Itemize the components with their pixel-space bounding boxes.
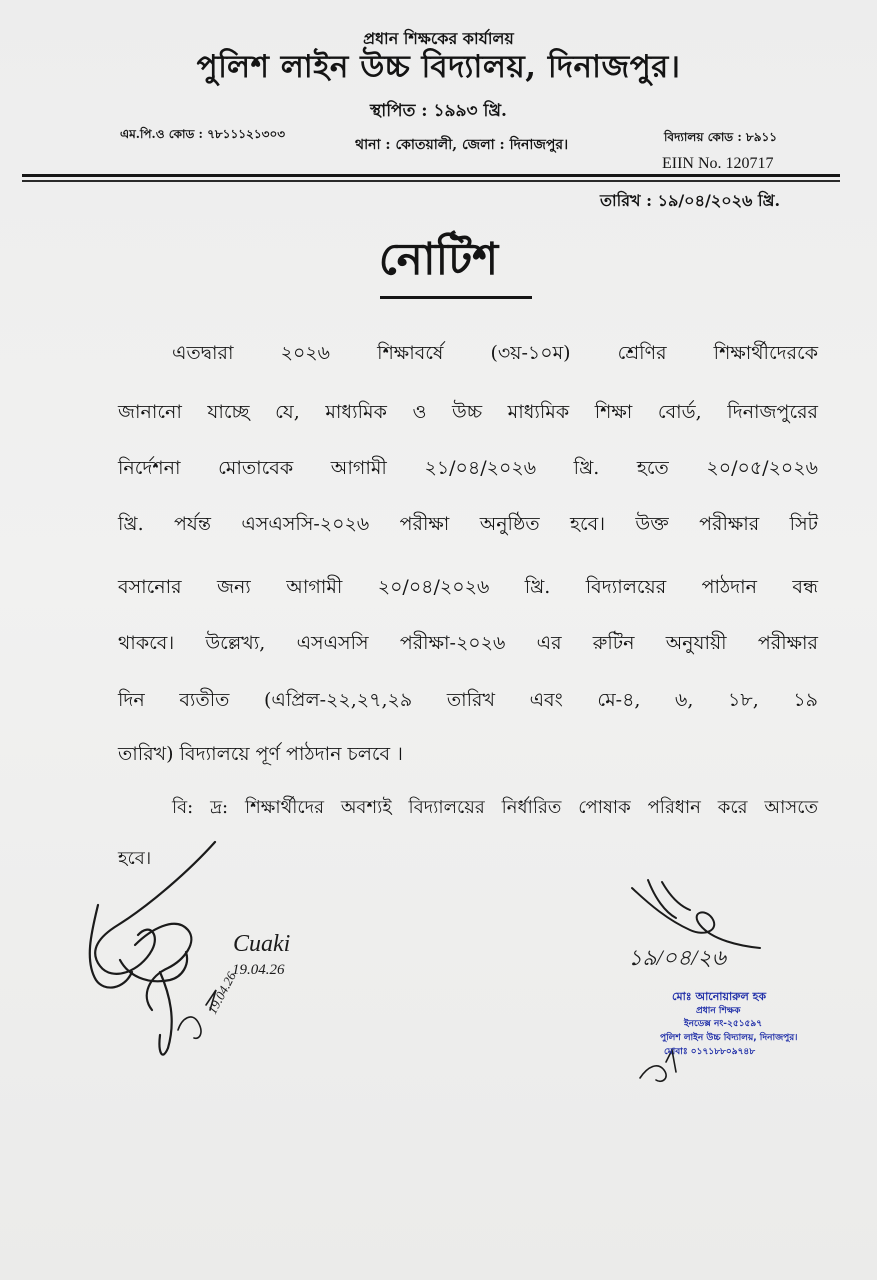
body-line: খ্রি. পর্যন্ত এসএসসি-২০২৬ পরীক্ষা অনুষ্ঠিত হবে। উক্ত পরীক্ষার সিট: [118, 513, 818, 535]
mpo-code: এম.পি.ও কোড : ৭৮১১১২১৩০৩: [120, 127, 286, 141]
body-line: থাকবে। উল্লেখ্য, এসএসসি পরীক্ষা-২০২৬ এর রুটিন অনুযায়ী পরীক্ষার: [118, 632, 818, 654]
office-title: প্রধান শিক্ষকের কার্যালয়: [363, 29, 514, 48]
right-signature: [632, 880, 760, 948]
notice-title: নোটিশ: [378, 234, 499, 285]
body-line: জানানো যাচ্ছে যে, মাধ্যমিক ও উচ্চ মাধ্যমিক শিক্ষা বোর্ড, দিনাজপুরের: [118, 401, 818, 423]
left-initial-signature: Cuaki: [233, 931, 291, 957]
body-line: নির্দেশনা মোতাবেক আগামী ২১/০৪/২০২৬ খ্রি. হতে ২০/০৫/২০২৬: [118, 457, 818, 479]
seal-school: পুলিশ লাইন উচ্চ বিদ্যালয়, দিনাজপুর।: [660, 1033, 798, 1043]
title-underline: [380, 296, 532, 299]
school-code: বিদ্যালয় কোড : ৮৯১১: [664, 130, 778, 144]
header-divider-thick: [22, 174, 840, 177]
seal-designation: প্রধান শিক্ষক: [696, 1006, 741, 1016]
note-line: বি: দ্র: শিক্ষার্থীদের অবশ্যই বিদ্যালয়ের নির্ধারিত পোষাক পরিধান করে আসতে: [172, 797, 818, 818]
established-year: স্থাপিত : ১৯৯৩ খ্রি.: [370, 101, 507, 121]
seal-index-no: ইনডেক্স নং-২৫১৫৯৭: [684, 1019, 763, 1029]
left-signature-date: 19.04.26: [232, 962, 285, 978]
thana-district: থানা : কোতয়ালী, জেলা : দিনাজপুর।: [355, 137, 569, 153]
body-line: এতদ্বারা ২০২৬ শিক্ষাবর্ষে (৩য়-১০ম) শ্রেণির শিক্ষার্থীদেরকে: [172, 342, 818, 364]
note-line: হবে।: [118, 848, 152, 869]
header-divider-thin: [22, 180, 840, 182]
notice-date: তারিখ : ১৯/০৪/২০২৬ খ্রি.: [600, 191, 781, 210]
seal-name: মোঃ আনোয়ারুল হক: [672, 990, 767, 1003]
body-line: দিন ব্যতীত (এপ্রিল-২২,২৭,২৯ তারিখ এবং মে-৪, ৬, ১৮, ১৯: [118, 689, 818, 711]
left-margin-date: 19.04.26: [204, 969, 240, 1017]
eiin-number: EIIN No. 120717: [662, 155, 774, 172]
body-line: তারিখ) বিদ্যালয়ে পূর্ণ পাঠদান চলবে ।: [118, 743, 403, 765]
seal-mobile: মোবাঃ ০১৭১৮৮০৯৭৪৮: [664, 1047, 756, 1057]
left-signature: [90, 842, 215, 1055]
right-signature-date: ১৯/০৪/২৬: [628, 945, 726, 970]
school-name: পুলিশ লাইন উচ্চ বিদ্যালয়, দিনাজপুর।: [196, 49, 681, 85]
body-line: বসানোর জন্য আগামী ২০/০৪/২০২৬ খ্রি. বিদ্যালয়ের পাঠদান বন্ধ: [118, 576, 818, 598]
left-margin-signature: [178, 990, 216, 1038]
